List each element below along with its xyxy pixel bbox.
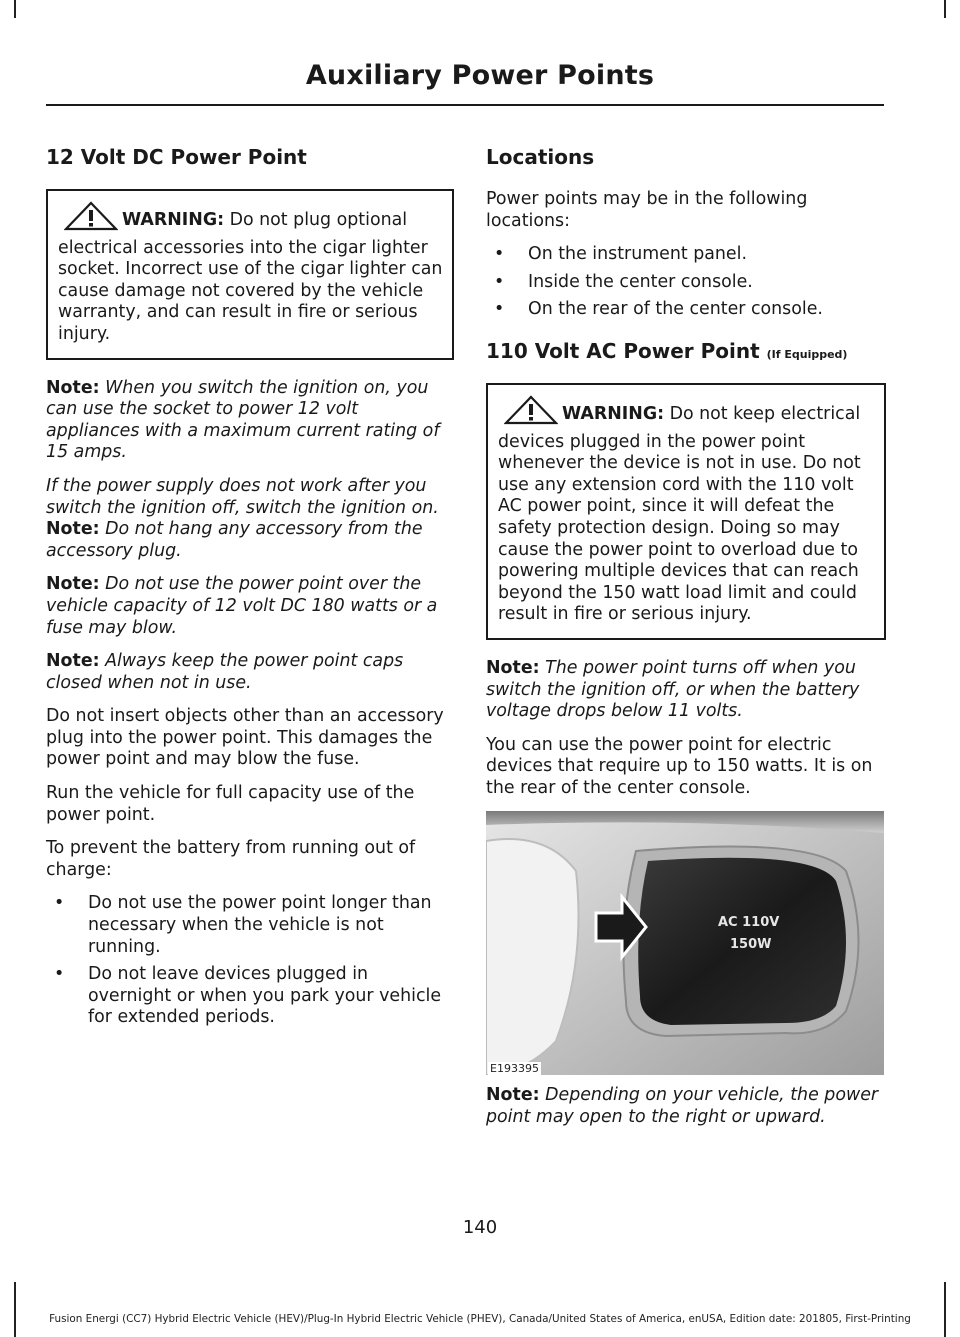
warning-box-12v (46, 189, 454, 360)
body-paragraph: To prevent the battery from running out of charge: (46, 838, 416, 880)
section-title-110v (486, 339, 886, 363)
page-header-title: Auxiliary Power Points (305, 60, 655, 91)
list-item-text: Do not use the power point longer than necessary when the vehicle is not running. (88, 893, 432, 957)
figure-id: E193395 (490, 1062, 539, 1076)
list-item-text: On the instrument panel. (528, 244, 747, 265)
note-label: Note: (486, 1085, 540, 1106)
note-label: Note: (46, 519, 100, 540)
figure-label-voltage: AC 110V (718, 915, 780, 931)
note-paragraph (46, 378, 454, 464)
note-paragraph (46, 574, 454, 639)
bullet-icon: • (494, 244, 505, 265)
list-item-text: Do not leave devices plugged in overnight or when you park your vehicle for extended periods. (88, 964, 442, 1028)
list-item (46, 964, 454, 1029)
warning-label: WARNING: (562, 403, 665, 424)
header-divider (46, 104, 884, 106)
bullet-icon: • (54, 893, 65, 914)
crop-mark (14, 0, 16, 18)
note-paragraph (486, 1085, 886, 1128)
bullet-icon: • (494, 271, 505, 292)
locations-list (486, 244, 886, 321)
note-label: Note: (46, 377, 100, 398)
section-title-suffix: (If Equipped) (766, 347, 848, 361)
italic-paragraph: If the power supply does not work after you switch the ignition off, switch the ignition on. (46, 475, 439, 518)
list-item-text: Inside the center console. (528, 271, 753, 292)
note-text: Do not hang any accessory from the accessory plug. (46, 519, 423, 561)
bullet-icon: • (54, 964, 65, 985)
figure-label-wattage: 150W (730, 937, 772, 953)
page-footer: Fusion Energi (CC7) Hybrid Electric Vehicle (HEV)/Plug-In Hybrid Electric Vehicle (PHEV), Canada/United States of America, enUSA, Edition date: 201805, First-Printing (49, 1313, 911, 1325)
note-label: Note: (46, 574, 100, 595)
left-column (46, 145, 454, 1041)
warning-triangle-icon (504, 395, 558, 432)
crop-mark (944, 0, 946, 18)
note-paragraph (46, 519, 454, 562)
body-paragraph: You can use the power point for electric devices that require up to 150 watts. It is on the rear of the center console. (486, 734, 873, 798)
body-paragraph: Do not insert objects other than an accessory plug into the power point. This damages the power point and may blow the fuse. (46, 706, 444, 770)
locations-intro: Power points may be in the following locations: (486, 189, 808, 231)
section-title-text: 110 Volt AC Power Point (486, 338, 760, 363)
warning-label: WARNING: (122, 210, 225, 230)
console-illustration (486, 811, 884, 1075)
list-item-text: On the rear of the center console. (528, 299, 823, 320)
warning-triangle-icon (64, 201, 118, 238)
right-column (486, 145, 886, 1141)
body-paragraph: Run the vehicle for full capacity use of the power point. (46, 783, 415, 825)
bullet-icon: • (494, 299, 505, 320)
warning-text: Do not plug optional electrical accessories into the cigar lighter socket. Incorrect use of the cigar lighter can cause damage not covered by the vehicle warranty, and can result in fire or serious injury. (58, 210, 443, 344)
power-point-figure (486, 811, 884, 1075)
section-title-12v: 12 Volt DC Power Point (46, 145, 307, 169)
note-text: The power point turns off when you switch the ignition off, or when the battery voltage drops below 11 volts. (486, 657, 860, 722)
note-text: Do not use the power point over the vehicle capacity of 12 volt DC 180 watts or a fuse may blow. (46, 574, 438, 638)
warning-box-110v (486, 383, 886, 640)
note-text: Depending on your vehicle, the power point may open to the right or upward. (486, 1085, 879, 1128)
note-text: Always keep the power point caps closed when not in use. (46, 651, 404, 693)
note-paragraph (486, 658, 886, 723)
note-paragraph (46, 651, 454, 694)
note-label: Note: (486, 657, 540, 678)
crop-mark (944, 1282, 946, 1337)
section-title-locations: Locations (486, 145, 595, 169)
list-item (486, 244, 886, 266)
list-item (486, 272, 886, 294)
list-item (486, 299, 886, 321)
note-text: When you switch the ignition on, you can use the socket to power 12 volt appliances with a maximum current rating of 15 amps. (46, 377, 440, 463)
crop-mark (14, 1282, 16, 1337)
list-item (46, 893, 454, 958)
note-label: Note: (46, 651, 100, 672)
page-number: 140 (462, 1217, 498, 1238)
battery-bullet-list (46, 893, 454, 1029)
warning-text: Do not keep electrical devices plugged in the power point whenever the device is not in use. Do not use any extension cord with the 110 volt AC power point, since it will defeat the safety protection design. Doing so may cause the power point to overload due to powering multiple devices that can reach beyond the 150 watt load limit and could result in fire or serious injury. (498, 403, 861, 625)
